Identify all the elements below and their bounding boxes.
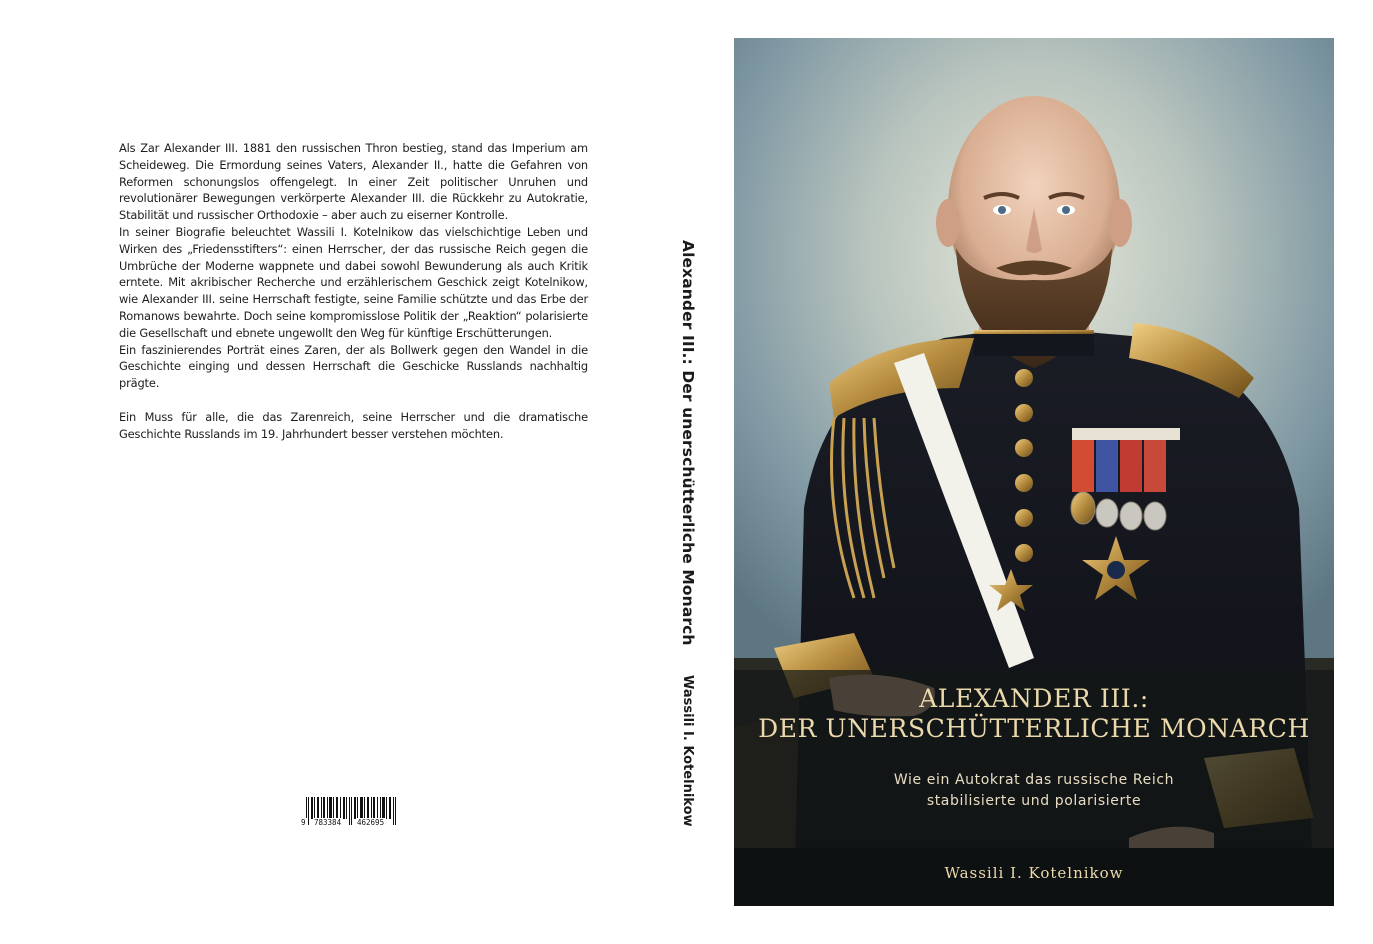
back-cover-blurb — [119, 140, 588, 442]
spine-title: Alexander III.: Der unerschütterliche Monarch — [679, 240, 697, 646]
blurb-paragraph: Ein faszinierendes Porträt eines Zaren, der als Bollwerk gegen den Wandel in die Geschichte einging und dessen Herrschaft die Geschicke Russlands nachhaltig prägte. — [119, 342, 588, 391]
cover-subtitle-line1: Wie ein Autokrat das russische Reich — [893, 772, 1175, 788]
spine-author: Wassili I. Kotelnikow — [680, 675, 695, 827]
barcode-digits-left: 783384 — [314, 818, 342, 827]
isbn-barcode — [300, 797, 404, 829]
cover-author: Wassili I. Kotelnikow — [944, 864, 1124, 882]
blurb-paragraph: Ein Muss für alle, die das Zarenreich, seine Herrscher und die dramatische Geschichte Russlands im 19. Jahrhundert besser verstehen möchten. — [119, 409, 588, 441]
cover-title-line1: ALEXANDER III.: — [919, 684, 1149, 713]
front-cover — [734, 38, 1334, 906]
cover-subtitle-line2: stabilisierte und polarisierte — [926, 793, 1142, 809]
barcode-digit-first: 9 — [301, 818, 306, 827]
barcode-digits-right: 462695 — [357, 818, 385, 827]
blurb-paragraph: In seiner Biografie beleuchtet Wassili I. Kotelnikow das vielschichtige Leben und Wirken des „Friedensstifters“: einen Herrscher, der das russische Reich gegen die Umbrüche der Moderne wappnete und dabei sowohl Bewunderung als auch Kritik erntete. Mit akribischer Recherche und erzählerischem Geschick zeigt Kotelnikow, wie Alexander III. seine Herrschaft festigte, seine Familie schützte und das Erbe der Romanows bewahrte. Doch seine kompromisslose Politik der „Reaktion“ polarisierte die Gesellschaft und ebnete ungewollt den Weg für künftige Erschütterungen. — [119, 224, 588, 340]
cover-title-line2: DER UNERSCHÜTTERLICHE MONARCH — [758, 714, 1310, 743]
blurb-paragraph: Als Zar Alexander III. 1881 den russischen Thron bestieg, stand das Imperium am Scheideweg. Die Ermordung seines Vaters, Alexander II., hatte die Gefahren von Reformen schonungslos offengelegt. In einer Zeit politischer Unruhen und revolutionärer Bewegungen verkörperte Alexander III. die Rückkehr zu Autokratie, Stabilität und russischer Orthodoxie – aber auch zu eiserner Kontrolle. — [119, 141, 588, 223]
